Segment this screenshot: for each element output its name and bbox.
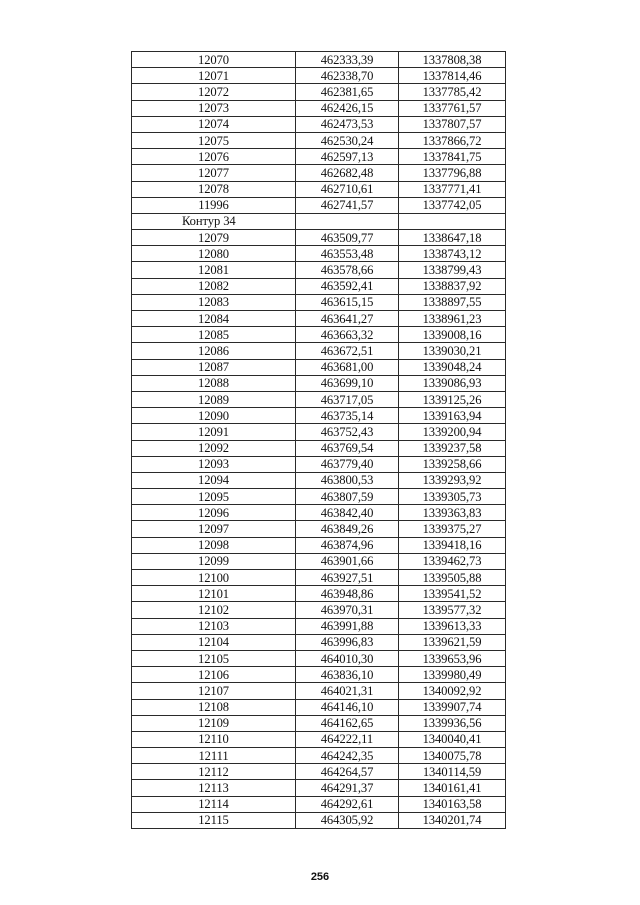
point-number-cell: 12083: [132, 294, 296, 310]
x-coordinate-cell: 463842,40: [296, 505, 399, 521]
table-row: [132, 68, 506, 84]
table-row: [132, 570, 506, 586]
y-coordinate-cell: 1340040,41: [399, 731, 506, 747]
table-row: [132, 391, 506, 407]
y-coordinate-cell: 1339621,59: [399, 634, 506, 650]
y-coordinate-cell: 1337796,88: [399, 165, 506, 181]
table-row: [132, 634, 506, 650]
point-number-cell: 12078: [132, 181, 296, 197]
table-row: [132, 731, 506, 747]
point-number-cell: 12091: [132, 424, 296, 440]
table-row: [132, 505, 506, 521]
point-number-cell: 12084: [132, 311, 296, 327]
point-number-cell: 12097: [132, 521, 296, 537]
point-number-cell: 12100: [132, 570, 296, 586]
point-number-cell: 12114: [132, 796, 296, 812]
x-coordinate-cell: 462426,15: [296, 100, 399, 116]
x-coordinate-cell: 463779,40: [296, 456, 399, 472]
table-row: [132, 586, 506, 602]
table-row: [132, 116, 506, 132]
y-coordinate-cell: 1339237,58: [399, 440, 506, 456]
x-coordinate-cell: [296, 213, 399, 229]
table-row: [132, 100, 506, 116]
point-number-cell: 12086: [132, 343, 296, 359]
y-coordinate-cell: 1337814,46: [399, 68, 506, 84]
y-coordinate-cell: 1339305,73: [399, 489, 506, 505]
table-row: [132, 780, 506, 796]
y-coordinate-cell: 1337841,75: [399, 149, 506, 165]
table-row: [132, 521, 506, 537]
x-coordinate-cell: 464146,10: [296, 699, 399, 715]
x-coordinate-cell: 462333,39: [296, 52, 399, 68]
table-row: [132, 618, 506, 634]
table-row: [132, 553, 506, 569]
y-coordinate-cell: 1338647,18: [399, 230, 506, 246]
point-number-cell: 12073: [132, 100, 296, 116]
y-coordinate-cell: [399, 213, 506, 229]
x-coordinate-cell: 463874,96: [296, 537, 399, 553]
table-row: [132, 796, 506, 812]
x-coordinate-cell: 463836,10: [296, 667, 399, 683]
table-row: [132, 359, 506, 375]
x-coordinate-cell: 463509,77: [296, 230, 399, 246]
x-coordinate-cell: 463717,05: [296, 391, 399, 407]
point-number-cell: 12074: [132, 116, 296, 132]
y-coordinate-cell: 1340075,78: [399, 748, 506, 764]
y-coordinate-cell: 1337866,72: [399, 132, 506, 148]
point-number-cell: 12071: [132, 68, 296, 84]
point-number-cell: 12076: [132, 149, 296, 165]
point-number-cell: 12093: [132, 456, 296, 472]
page-number: 256: [310, 871, 330, 883]
x-coordinate-cell: 463807,59: [296, 489, 399, 505]
point-number-cell: 12103: [132, 618, 296, 634]
y-coordinate-cell: 1338743,12: [399, 246, 506, 262]
x-coordinate-cell: 463996,83: [296, 634, 399, 650]
point-number-cell: 12094: [132, 472, 296, 488]
y-coordinate-cell: 1339258,66: [399, 456, 506, 472]
point-number-cell: 12101: [132, 586, 296, 602]
table-row: [132, 375, 506, 391]
x-coordinate-cell: 463663,32: [296, 327, 399, 343]
y-coordinate-cell: 1339008,16: [399, 327, 506, 343]
y-coordinate-cell: 1339907,74: [399, 699, 506, 715]
x-coordinate-cell: 462741,57: [296, 197, 399, 213]
y-coordinate-cell: 1339375,27: [399, 521, 506, 537]
point-number-cell: 12113: [132, 780, 296, 796]
y-coordinate-cell: 1339418,16: [399, 537, 506, 553]
y-coordinate-cell: 1338897,55: [399, 294, 506, 310]
x-coordinate-cell: 463769,54: [296, 440, 399, 456]
x-coordinate-cell: 463578,66: [296, 262, 399, 278]
point-number-cell: 11996: [132, 197, 296, 213]
y-coordinate-cell: 1339980,49: [399, 667, 506, 683]
x-coordinate-cell: 464264,57: [296, 764, 399, 780]
point-number-cell: 12081: [132, 262, 296, 278]
y-coordinate-cell: 1339163,94: [399, 408, 506, 424]
y-coordinate-cell: 1339505,88: [399, 570, 506, 586]
table-row: [132, 149, 506, 165]
table-row: [132, 132, 506, 148]
table-row: [132, 489, 506, 505]
point-number-cell: 12077: [132, 165, 296, 181]
x-coordinate-cell: 463849,26: [296, 521, 399, 537]
y-coordinate-cell: 1339577,32: [399, 602, 506, 618]
y-coordinate-cell: 1338837,92: [399, 278, 506, 294]
table-row: [132, 197, 506, 213]
x-coordinate-cell: 463592,41: [296, 278, 399, 294]
x-coordinate-cell: 464292,61: [296, 796, 399, 812]
y-coordinate-cell: 1339363,83: [399, 505, 506, 521]
point-number-cell: 12106: [132, 667, 296, 683]
y-coordinate-cell: 1339462,73: [399, 553, 506, 569]
y-coordinate-cell: 1339030,21: [399, 343, 506, 359]
y-coordinate-cell: 1337771,41: [399, 181, 506, 197]
point-number-cell: 12098: [132, 537, 296, 553]
point-number-cell: 12107: [132, 683, 296, 699]
table-row: [132, 262, 506, 278]
x-coordinate-cell: 464021,31: [296, 683, 399, 699]
x-coordinate-cell: 463672,51: [296, 343, 399, 359]
table-row: [132, 246, 506, 262]
table-row: [132, 408, 506, 424]
table-row: [132, 440, 506, 456]
y-coordinate-cell: 1337808,38: [399, 52, 506, 68]
point-number-cell: 12112: [132, 764, 296, 780]
x-coordinate-cell: 462381,65: [296, 84, 399, 100]
table-row: [132, 52, 506, 68]
table-row: [132, 650, 506, 666]
x-coordinate-cell: 462473,53: [296, 116, 399, 132]
point-number-cell: 12110: [132, 731, 296, 747]
y-coordinate-cell: 1340201,74: [399, 812, 506, 828]
y-coordinate-cell: 1337785,42: [399, 84, 506, 100]
point-number-cell: 12088: [132, 375, 296, 391]
y-coordinate-cell: 1340092,92: [399, 683, 506, 699]
point-number-cell: 12085: [132, 327, 296, 343]
point-number-cell: 12079: [132, 230, 296, 246]
y-coordinate-cell: 1337807,57: [399, 116, 506, 132]
x-coordinate-cell: 464222,11: [296, 731, 399, 747]
x-coordinate-cell: 463681,00: [296, 359, 399, 375]
point-number-cell: 12109: [132, 715, 296, 731]
y-coordinate-cell: 1339125,26: [399, 391, 506, 407]
point-number-cell: 12111: [132, 748, 296, 764]
y-coordinate-cell: 1340161,41: [399, 780, 506, 796]
x-coordinate-cell: 464162,65: [296, 715, 399, 731]
point-number-cell: 12080: [132, 246, 296, 262]
y-coordinate-cell: 1339936,56: [399, 715, 506, 731]
y-coordinate-cell: 1338961,23: [399, 311, 506, 327]
point-number-cell: 12095: [132, 489, 296, 505]
table-row: [132, 84, 506, 100]
table-row: [132, 764, 506, 780]
point-number-cell: 12099: [132, 553, 296, 569]
y-coordinate-cell: 1339048,24: [399, 359, 506, 375]
table-row: [132, 667, 506, 683]
y-coordinate-cell: 1340163,58: [399, 796, 506, 812]
x-coordinate-cell: 463970,31: [296, 602, 399, 618]
x-coordinate-cell: 464242,35: [296, 748, 399, 764]
x-coordinate-cell: 464291,37: [296, 780, 399, 796]
point-number-cell: 12108: [132, 699, 296, 715]
table-row: [132, 602, 506, 618]
table-row: [132, 537, 506, 553]
table-row: [132, 456, 506, 472]
x-coordinate-cell: 462710,61: [296, 181, 399, 197]
point-number-cell: 12092: [132, 440, 296, 456]
x-coordinate-cell: 463927,51: [296, 570, 399, 586]
x-coordinate-cell: 462682,48: [296, 165, 399, 181]
x-coordinate-cell: 463615,15: [296, 294, 399, 310]
table-row: [132, 230, 506, 246]
x-coordinate-cell: 463752,43: [296, 424, 399, 440]
x-coordinate-cell: 463699,10: [296, 375, 399, 391]
point-number-cell: 12082: [132, 278, 296, 294]
table-row: [132, 424, 506, 440]
point-number-cell: 12090: [132, 408, 296, 424]
table-row: [132, 294, 506, 310]
x-coordinate-cell: 463948,86: [296, 586, 399, 602]
x-coordinate-cell: 463735,14: [296, 408, 399, 424]
x-coordinate-cell: 464010,30: [296, 650, 399, 666]
coordinates-table: [131, 51, 506, 829]
point-number-cell: Контур 34: [132, 213, 296, 229]
point-number-cell: 12089: [132, 391, 296, 407]
table-row: [132, 748, 506, 764]
table-row: [132, 683, 506, 699]
x-coordinate-cell: 463991,88: [296, 618, 399, 634]
y-coordinate-cell: 1337742,05: [399, 197, 506, 213]
x-coordinate-cell: 462530,24: [296, 132, 399, 148]
y-coordinate-cell: 1338799,43: [399, 262, 506, 278]
y-coordinate-cell: 1339653,96: [399, 650, 506, 666]
table-row: [132, 472, 506, 488]
point-number-cell: 12087: [132, 359, 296, 375]
point-number-cell: 12105: [132, 650, 296, 666]
y-coordinate-cell: 1339200,94: [399, 424, 506, 440]
point-number-cell: 12072: [132, 84, 296, 100]
point-number-cell: 12075: [132, 132, 296, 148]
x-coordinate-cell: 462597,13: [296, 149, 399, 165]
table-row: [132, 699, 506, 715]
coordinates-table-body: [132, 52, 506, 829]
x-coordinate-cell: 463553,48: [296, 246, 399, 262]
y-coordinate-cell: 1339293,92: [399, 472, 506, 488]
point-number-cell: 12096: [132, 505, 296, 521]
x-coordinate-cell: 462338,70: [296, 68, 399, 84]
table-row: [132, 278, 506, 294]
table-row: [132, 715, 506, 731]
table-row: [132, 181, 506, 197]
table-row: [132, 311, 506, 327]
contour-header-row: [132, 213, 506, 229]
point-number-cell: 12070: [132, 52, 296, 68]
point-number-cell: 12102: [132, 602, 296, 618]
x-coordinate-cell: 464305,92: [296, 812, 399, 828]
table-row: [132, 812, 506, 828]
x-coordinate-cell: 463901,66: [296, 553, 399, 569]
y-coordinate-cell: 1339086,93: [399, 375, 506, 391]
y-coordinate-cell: 1337761,57: [399, 100, 506, 116]
y-coordinate-cell: 1340114,59: [399, 764, 506, 780]
y-coordinate-cell: 1339613,33: [399, 618, 506, 634]
point-number-cell: 12115: [132, 812, 296, 828]
table-row: [132, 327, 506, 343]
point-number-cell: 12104: [132, 634, 296, 650]
x-coordinate-cell: 463800,53: [296, 472, 399, 488]
x-coordinate-cell: 463641,27: [296, 311, 399, 327]
table-row: [132, 343, 506, 359]
table-row: [132, 165, 506, 181]
y-coordinate-cell: 1339541,52: [399, 586, 506, 602]
